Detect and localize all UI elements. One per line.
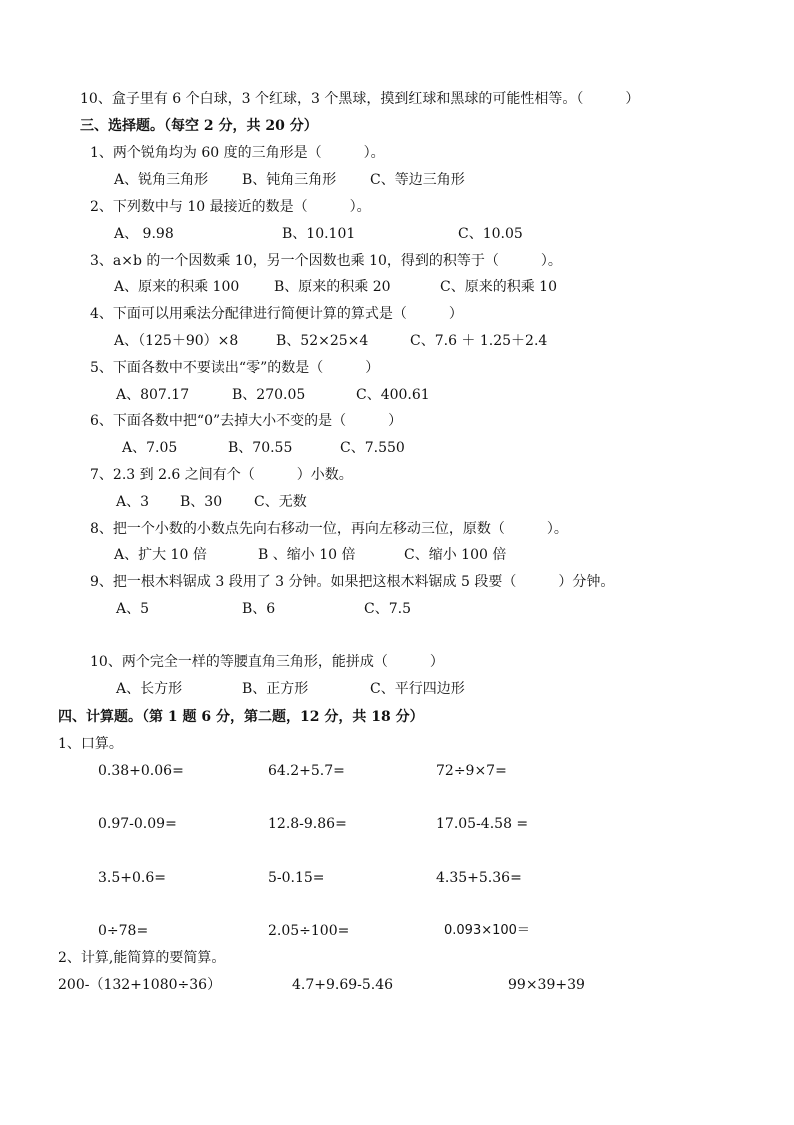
oral-item: 64.2+5.7= (268, 763, 345, 779)
option-8c: C、缩小 100 倍 (404, 547, 507, 563)
option-10b: B、正方形 (242, 681, 309, 697)
choice-question-9: 9、把一根木料锯成 3 段用了 3 分钟。如果把这根木料锯成 5 段要（ ）分钟。 (90, 574, 615, 590)
calc-item: 200-（132+1080÷36） (58, 977, 222, 993)
option-7c: C、无数 (254, 494, 307, 510)
option-4b: B、52×25×4 (276, 333, 369, 349)
option-5c: C、400.61 (356, 387, 430, 403)
option-4c: C、7.6 ＋ 1.25＋2.4 (410, 333, 548, 349)
oral-item: 0÷78= (98, 923, 149, 939)
choice-question-1: 1、两个锐角均为 60 度的三角形是（ ）。 (90, 145, 385, 161)
option-10c: C、平行四边形 (370, 681, 465, 697)
oral-item: 4.35+5.36= (436, 870, 522, 886)
option-7a: A、3 (116, 494, 150, 510)
oral-item: 5-0.15= (268, 870, 325, 886)
option-10a: A、长方形 (116, 681, 183, 697)
oral-calc-title: 1、口算。 (58, 736, 123, 752)
choice-question-5: 5、下面各数中不要读出“零”的数是（ ） (90, 360, 380, 376)
option-5b: B、270.05 (232, 387, 306, 403)
calc-title: 2、计算,能简算的要简算。 (58, 950, 226, 966)
option-9c: C、7.5 (364, 601, 411, 617)
option-3a: A、原来的积乘 100 (114, 279, 240, 295)
option-4a: A、（125＋90）×8 (114, 333, 239, 349)
option-6b: B、70.55 (228, 440, 293, 456)
option-7b: B、30 (180, 494, 223, 510)
option-1a: A、锐角三角形 (114, 172, 209, 188)
option-6a: A、7.05 (122, 440, 178, 456)
oral-item: 12.8-9.86= (268, 816, 347, 832)
option-6c: C、7.550 (340, 440, 405, 456)
oral-item: 0.093×100＝ (444, 923, 530, 938)
choice-question-8: 8、把一个小数的小数点先向右移动一位，再向左移动三位，原数（ ）。 (90, 521, 568, 537)
option-2c: C、10.05 (458, 226, 523, 242)
option-5a: A、807.17 (116, 387, 190, 403)
choice-question-7: 7、2.3 到 2.6 之间有个（ ）小数。 (90, 467, 353, 483)
option-2b: B、10.101 (282, 226, 356, 242)
calc-item: 99×39+39 (508, 977, 585, 993)
option-1b: B、钝角三角形 (242, 172, 337, 188)
choice-question-10: 10、两个完全一样的等腰直角三角形，能拼成（ ） (90, 654, 444, 670)
option-3c: C、原来的积乘 10 (440, 279, 557, 295)
choice-question-6: 6、下面各数中把“0”去掉大小不变的是（ ） (90, 413, 403, 429)
oral-item: 2.05÷100= (268, 923, 350, 939)
section-4-title: 四、计算题。（第 1 题 6 分，第二题，12 分，共 18 分） (58, 709, 424, 725)
choice-question-4: 4、下面可以用乘法分配律进行简便计算的算式是（ ） (90, 306, 463, 322)
option-8b: B 、缩小 10 倍 (258, 547, 356, 563)
oral-item: 0.97-0.09= (98, 816, 177, 832)
judge-question-10: 10、盒子里有 6 个白球，3 个红球，3 个黑球，摸到红球和黑球的可能性相等。（ ） (80, 91, 640, 107)
option-1c: C、等边三角形 (370, 172, 465, 188)
oral-item: 72÷9×7= (436, 763, 507, 779)
calc-item: 4.7+9.69-5.46 (292, 977, 394, 993)
option-8a: A、扩大 10 倍 (114, 547, 207, 563)
oral-item: 0.38+0.06= (98, 763, 184, 779)
section-3-title: 三、选择题。（每空 2 分，共 20 分） (80, 118, 318, 134)
option-3b: B、原来的积乘 20 (274, 279, 391, 295)
oral-item: 17.05-4.58 = (436, 816, 529, 832)
option-2a: A、 9.98 (114, 226, 174, 242)
option-9b: B、6 (242, 601, 276, 617)
choice-question-3: 3、a×b 的一个因数乘 10，另一个因数也乘 10，得到的积等于（ ）。 (90, 253, 562, 269)
option-9a: A、5 (116, 601, 150, 617)
oral-item: 3.5+0.6= (98, 870, 166, 886)
choice-question-2: 2、下列数中与 10 最接近的数是（ ）。 (90, 199, 371, 215)
